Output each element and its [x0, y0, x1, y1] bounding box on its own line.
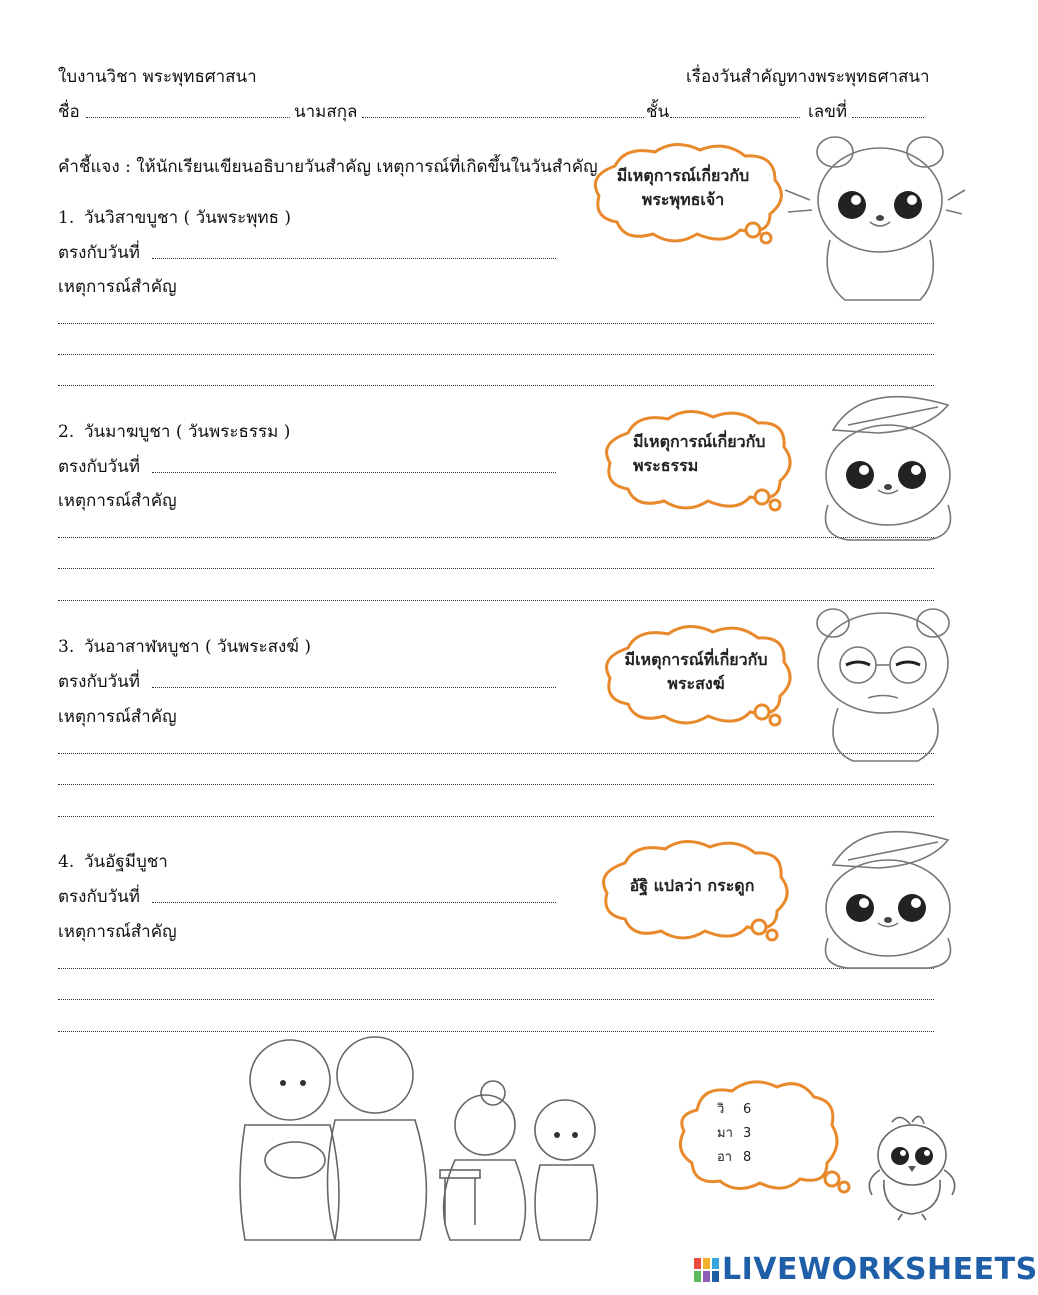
hamster-with-leaf-illustration-icon — [808, 820, 958, 970]
section-number: 3. — [58, 637, 75, 657]
answer-line[interactable] — [58, 323, 934, 324]
event-label: เหตุการณ์สำคัญ — [58, 922, 177, 942]
bubble-line: พระธรรม — [633, 456, 699, 475]
worksheet-topic: เรื่องวันสำคัญทางพระพุทธศาสนา — [686, 67, 930, 87]
number-input-line[interactable] — [852, 117, 924, 118]
bird-illustration-icon — [862, 1110, 962, 1220]
answer-line[interactable] — [58, 999, 934, 1000]
date-label: ตรงกับวันที่ — [58, 672, 140, 692]
answer-line[interactable] — [58, 784, 934, 785]
bubble-line: มีเหตุการณ์เกี่ยวกับ — [633, 432, 766, 451]
hint-label: มา — [717, 1126, 733, 1141]
date-label: ตรงกับวันที่ — [58, 457, 140, 477]
section-number: 4. — [58, 852, 75, 872]
hint-label: วิ — [717, 1102, 725, 1117]
name-input-line[interactable] — [86, 117, 290, 118]
hint-value: 6 — [743, 1102, 752, 1117]
date-input-line[interactable] — [152, 258, 556, 259]
section-title: วันวิสาขบูชา ( วันพระพุทธ ) — [84, 208, 292, 228]
answer-line[interactable] — [58, 1031, 934, 1032]
section-number: 1. — [58, 208, 75, 228]
hamster-illustration-icon — [790, 130, 960, 305]
date-input-line[interactable] — [152, 472, 556, 473]
event-label: เหตุการณ์สำคัญ — [58, 277, 177, 297]
class-input-line[interactable] — [670, 117, 800, 118]
answer-line[interactable] — [58, 816, 934, 817]
date-label: ตรงกับวันที่ — [58, 243, 140, 263]
monks-and-children-illustration-icon — [215, 1035, 615, 1245]
answer-line[interactable] — [58, 537, 934, 538]
liveworksheets-brand-text: LIVEWORKSHEETS — [722, 1252, 1038, 1287]
hint-value: 3 — [743, 1126, 752, 1141]
bubble-line: พระพุทธเจ้า — [641, 190, 725, 209]
date-input-line[interactable] — [152, 902, 556, 903]
name-label: ชื่อ — [58, 102, 80, 122]
liveworksheets-logo-icon — [692, 1254, 724, 1286]
answer-line[interactable] — [58, 568, 934, 569]
section-number: 2. — [58, 422, 75, 442]
date-label: ตรงกับวันที่ — [58, 887, 140, 907]
date-input-line[interactable] — [152, 687, 556, 688]
answer-line[interactable] — [58, 753, 934, 754]
answer-line[interactable] — [58, 354, 934, 355]
worksheet-subject: ใบงานวิชา พระพุทธศาสนา — [58, 67, 257, 87]
hamster-with-glasses-illustration-icon — [808, 603, 958, 763]
answer-line[interactable] — [58, 968, 934, 969]
hint-thought-bubble-icon — [672, 1075, 852, 1205]
section-title: วันมาฆบูชา ( วันพระธรรม ) — [84, 422, 291, 442]
bubble-line: พระสงฆ์ — [667, 674, 725, 693]
hint-value: 8 — [743, 1150, 752, 1165]
answer-line[interactable] — [58, 385, 934, 386]
number-label: เลขที่ — [808, 102, 848, 122]
hamster-with-leaf-illustration-icon — [808, 385, 958, 545]
bubble-line: มีเหตุการณ์เกี่ยวกับ — [616, 166, 750, 185]
event-label: เหตุการณ์สำคัญ — [58, 707, 177, 727]
class-label: ชั้น — [646, 102, 670, 122]
bubble-line: มีเหตุการณ์ที่เกี่ยวกับ — [624, 650, 768, 669]
surname-input-line[interactable] — [362, 117, 644, 118]
instruction-text: คำชี้แจง : ให้นักเรียนเขียนอธิบายวันสำคัญ เหตุการณ์ที่เกิดขึ้นในวันสำคัญ — [58, 157, 598, 177]
section-title: วันอาสาฬหบูชา ( วันพระสงฆ์ ) — [84, 637, 311, 657]
answer-line[interactable] — [58, 600, 934, 601]
surname-label: นามสกุล — [294, 102, 358, 122]
bubble-line: อัฐิ แปลว่า กระดูก — [629, 876, 755, 895]
event-label: เหตุการณ์สำคัญ — [58, 491, 177, 511]
section-title: วันอัฐมีบูชา — [84, 852, 168, 872]
hint-label: อา — [717, 1150, 733, 1165]
